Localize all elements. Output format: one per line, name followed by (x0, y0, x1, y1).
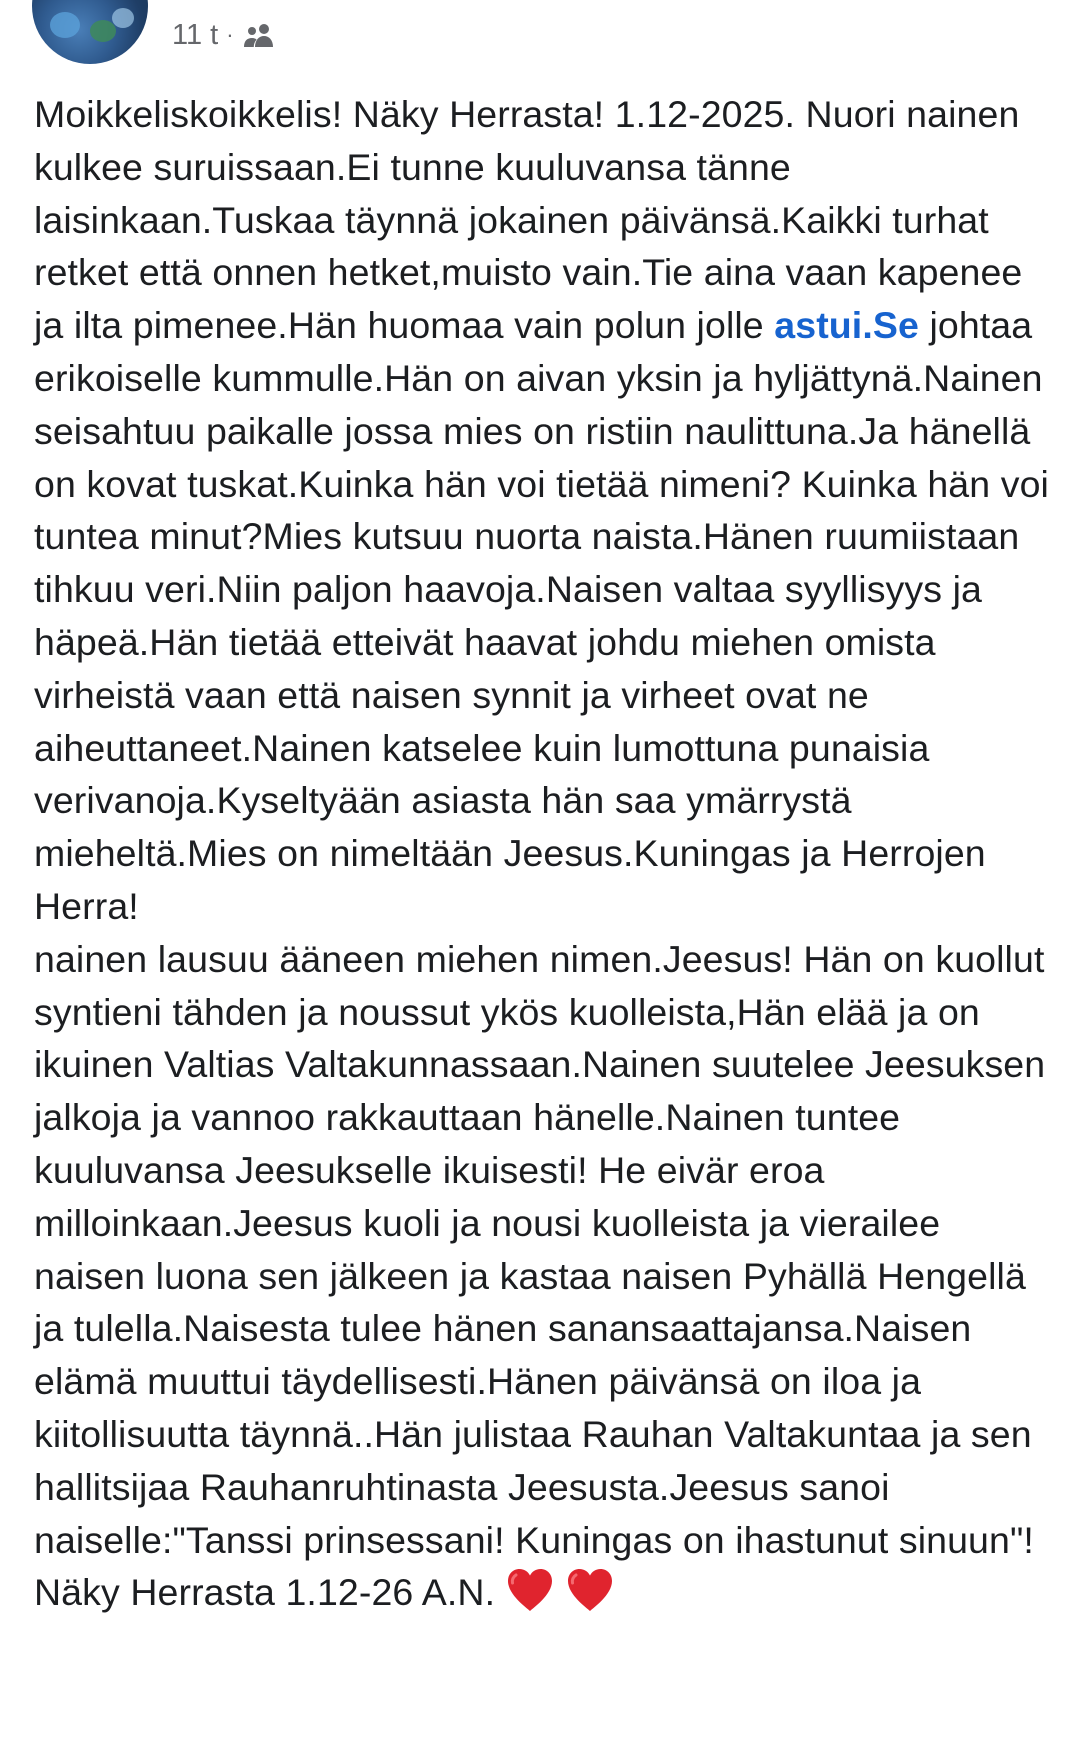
post-text (34, 88, 1054, 1619)
avatar-image-detail (90, 20, 116, 42)
post-timestamp[interactable]: 11 t (172, 18, 219, 51)
avatar[interactable] (32, 0, 148, 64)
red-heart-icon (565, 1567, 615, 1613)
post-text-segment: Moikkeliskoikkelis! Näky Herrasta! 1.12-2025. Nuori nainen kulkee suruissaan.Ei tunne kuuluvansa tänne laisinkaan.Tuskaa täynnä jokainen päivänsä.Kaikki turhat retket että onnen hetket,muisto vain.Tie aina vaan kapenee ja ilta pimenee.Hän huomaa vain polun jolle (34, 93, 1023, 347)
post-header (0, 0, 1079, 70)
avatar-image-detail (50, 12, 80, 38)
friends-icon[interactable] (242, 21, 276, 49)
post-meta (172, 14, 276, 56)
post-text-segment: johtaa erikoiselle kummulle.Hän on aivan yksin ja hyljättynä.Nainen seisahtuu paikalle jossa mies on ristiin naulittuna.Ja hänellä on kovat tuskat.Kuinka hän voi tietää nimeni? Kuinka hän voi tuntea minut?Mies kutsuu nuorta naista.Hänen ruumiistaan tihkuu veri.Niin paljon haavoja.Naisen valtaa syyllisyys ja häpeä.Hän tietää etteivät haavat johdu miehen omista virheistä vaan että naisen synnit ja virheet ovat ne aiheuttaneet.Nainen katselee kuin lumottuna punaisia verivanoja.Kyseltyään asiasta hän saa ymärrystä mieheltä.Mies on nimeltään Jeesus.Kuningas ja Herrojen Herra! nainen lausuu ääneen miehen nimen.Jeesus! Hän on kuollut syntieni tähden ja noussut ykös kuolleista,Hän elää ja on ikuinen Valtias Valtakunnassaan.Nainen suutelee Jeesuksen jalkoja ja vannoo rakkauttaan hänelle.Nainen tuntee kuuluvansa Jeesukselle ikuisesti! He eivär eroa milloinkaan.Jeesus kuoli ja nousi kuolleista ja vierailee naisen luona sen jälkeen ja kastaa naisen Pyhällä Hengellä ja tulella.Naisesta tulee hänen sanansaattajansa.Naisen elämä muuttui täydellisesti.Hänen päivänsä on iloa ja kiitollisuutta täynnä..Hän julistaa Rauhan Valtakuntaa ja sen hallitsijaa Rauhanruhtinasta Jeesusta.Jeesus sanoi naiselle:"Tanssi prinsessani! Kuningas on ihastunut sinuun"! Näky Herrasta 1.12-26 A.N. (34, 304, 1049, 1614)
avatar-image-detail (112, 8, 134, 28)
inline-link[interactable]: astui.Se (774, 304, 919, 347)
red-heart-icon (505, 1567, 555, 1613)
meta-separator: · (226, 22, 234, 47)
